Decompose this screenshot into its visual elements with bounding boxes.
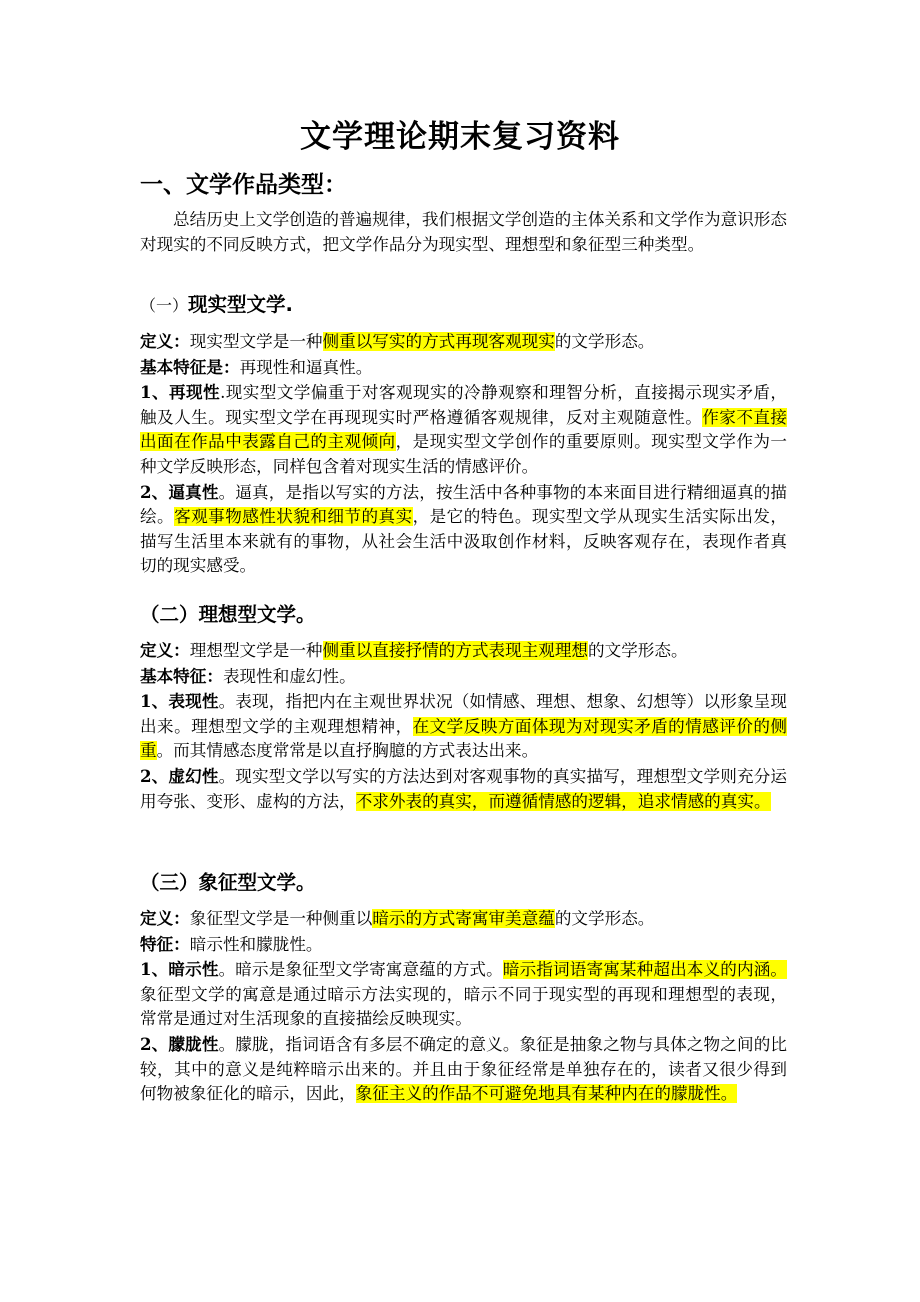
features-paragraph: [140, 355, 787, 381]
feature-1-text-end: 。而其情感态度常常是以直抒胸臆的方式表达出来。: [156, 741, 539, 761]
section-heading: [140, 292, 787, 319]
feature-2-label: 2、逼真性: [140, 481, 219, 502]
feature-1-highlight: 暗示指词语寄寓某种超出本义的内涵。: [502, 960, 788, 980]
feature-2-paragraph: [140, 1032, 787, 1107]
feature-1-text: .现实型文学偏重于对客观现实的冷静观察和理智分析，直接揭示现实矛盾，触及人生。现实型文学在再现现实时严格遵循客观规律，反对主观随意性。: [140, 383, 788, 427]
section-title: 现实型文学.: [188, 293, 293, 316]
section-heading: [140, 602, 787, 628]
features-text: 再现性和逼真性。: [239, 357, 373, 377]
section-number: （二）: [140, 603, 199, 626]
feature-2-text-end: ，是它的特色。现实型文学从现实生活实际出发，描写生活里本来就有的事物，从社会生活中汲取创作材料，反映客观存在，表现作者真切的现实感受。: [140, 507, 788, 576]
feature-2-highlight: 客观事物感性状貌和细节的真实: [174, 507, 413, 527]
definition-paragraph: [140, 329, 787, 355]
intro-paragraph: 总结历史上文学创造的普遍规律，我们根据文学创造的主体关系和文学作为意识形态对现实的不同反映方式，把文学作品分为现实型、理想型和象征型三种类型。: [140, 210, 787, 254]
section-number: （一）: [140, 296, 189, 315]
definition-paragraph: [140, 906, 787, 932]
feature-1-paragraph: [140, 689, 787, 764]
feature-2-label: 2、虚幻性: [140, 765, 219, 786]
features-text: 表现性和虚幻性。: [222, 666, 356, 686]
definition-highlight: 侧重以直接抒情的方式表现主观理想: [322, 641, 589, 660]
feature-2-highlight: 不求外表的真实，而遵循情感的逻辑，追求情感的真实。: [355, 791, 771, 811]
feature-2-highlight: 象征主义的作品不可避免地具有某种内在的朦胧性。: [355, 1084, 738, 1104]
feature-1-text-end: ，是现实型文学创作的重要原则。现实型文学作为一种文学反映形态，同样包含着对现实生活的情感评价。: [140, 432, 788, 476]
section-title: 理想型文学。: [198, 603, 316, 626]
definition-text-end: 的文学形态。: [588, 641, 688, 660]
feature-2-text: 。逼真，是指以写实的方法，按生活中各种事物的本来面目进行精细逼真的描绘。: [140, 482, 788, 527]
definition-text-end: 的文学形态。: [554, 332, 655, 351]
feature-2-label: 2、朦胧性: [140, 1033, 219, 1054]
feature-1-label: 1、暗示性: [140, 959, 219, 980]
feature-1-highlight: 在文学反映方面体现为对现实矛盾的情感评价的侧重: [140, 716, 788, 761]
feature-1-text-end: 象征型文学的寓意是通过暗示方法实现的，暗示不同于现实型的再现和理想型的表现，常常是通过对生活现象的直接描绘反映现实。: [140, 984, 787, 1029]
section-realistic: [140, 292, 787, 579]
definition-paragraph: [140, 638, 787, 664]
features-label: 特征：: [140, 933, 190, 954]
section-idealistic: [140, 602, 787, 814]
features-text: 暗示性和朦胧性。: [189, 934, 323, 954]
features-paragraph: [140, 932, 787, 958]
section-symbolic: [140, 870, 787, 1107]
features-paragraph: [140, 664, 787, 690]
feature-2-paragraph: [140, 480, 787, 579]
definition-label: 定义：: [140, 640, 190, 660]
definition-text: 理想型文学是一种: [189, 641, 323, 660]
feature-1-paragraph: [140, 380, 787, 479]
definition-highlight: 暗示的方式寄寓审美意蕴: [372, 909, 555, 928]
feature-1-label: 1、再现性: [140, 382, 221, 403]
feature-2-text: 。现实型文学以写实的方法达到对客观事物的真实描写，理想型文学则充分运用夸张、变形、虚构的方法，: [140, 766, 788, 811]
definition-text-end: 的文学形态。: [554, 909, 655, 928]
definition-text: 象征型文学是一种侧重以: [189, 909, 373, 928]
feature-1-text: 。暗示是象征型文学寄寓意蕴的方式。: [218, 960, 503, 980]
section-title: 象征型文学。: [198, 871, 316, 894]
feature-2-text: 。朦胧，指词语含有多层不确定的意义。象征是抽象之物与具体之物之间的比较，其中的意义是纯粹暗示出来的。并且由于象征经常是单独存在的，读者又很少得到何物被象征化的暗示，因此，: [140, 1034, 788, 1104]
feature-1-paragraph: [140, 957, 787, 1032]
feature-1-highlight: 作家不直接出面在作品中表露自己的主观倾向: [140, 407, 788, 452]
feature-1-text: 。表现，指把内在主观世界状况（如情感、理想、想象、幻想等）以形象呈现出来。理想型文学的主观理想精神，: [140, 692, 788, 736]
features-label: 基本特征：: [140, 665, 223, 686]
section-number: （三）: [140, 871, 199, 894]
definition-highlight: 侧重以写实的方式再现客观现实: [322, 332, 555, 351]
feature-1-label: 1、表现性: [140, 691, 219, 712]
definition-label: 定义：: [140, 331, 190, 351]
definition-label: 定义：: [140, 908, 190, 928]
document-title: 文学理论期末复习资料: [300, 119, 620, 155]
heading-literary-types: 一、文学作品类型：: [140, 172, 347, 198]
feature-2-paragraph: [140, 764, 787, 814]
section-heading: [140, 870, 787, 896]
features-label: 基本特征是：: [140, 356, 240, 377]
definition-text: 现实型文学是一种: [189, 332, 323, 351]
